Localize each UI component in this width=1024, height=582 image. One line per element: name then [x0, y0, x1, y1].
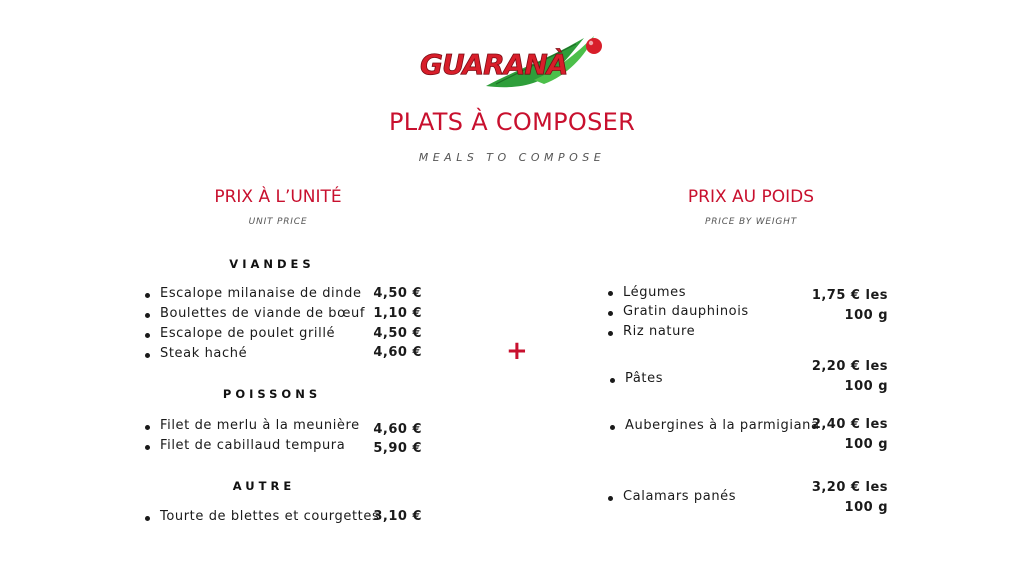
- weight-price-line1: 1,75 € les: [811, 288, 888, 303]
- weight-item-name: Légumes: [623, 285, 687, 300]
- bullet: [145, 445, 150, 450]
- weight-price-line2: 100 g: [844, 437, 888, 452]
- menu-item-price: 4,60 €: [373, 422, 422, 437]
- menu-item-name: Filet de merlu à la meunière: [160, 418, 360, 433]
- bullet: [608, 291, 613, 296]
- weight-item-name: Riz nature: [623, 324, 696, 339]
- logo-graphic: [416, 30, 608, 92]
- plus-separator: +: [506, 336, 528, 366]
- section-title-autre: AUTRE: [232, 479, 296, 493]
- menu-item-name: Escalope milanaise de dinde: [160, 286, 362, 301]
- bullet: [145, 353, 150, 358]
- section-title-poissons: POISSONS: [222, 387, 322, 401]
- weight-price-line2: 100 g: [844, 379, 888, 394]
- bullet: [145, 293, 150, 298]
- unit-price-subtitle: UNIT PRICE: [248, 217, 308, 227]
- weight-price-line2: 100 g: [844, 308, 888, 323]
- page-subtitle: MEALS TO COMPOSE: [418, 151, 606, 164]
- menu-item-price: 4,50 €: [373, 286, 422, 301]
- weight-price-line1: 2,40 € les: [811, 417, 888, 432]
- page-title: PLATS À COMPOSER: [388, 108, 636, 136]
- weight-price-line1: 2,20 € les: [811, 359, 888, 374]
- menu-item-price: 1,10 €: [373, 306, 422, 321]
- menu-item-name: Boulettes de viande de bœuf: [160, 306, 366, 321]
- weight-price-subtitle: PRICE BY WEIGHT: [704, 217, 798, 227]
- bullet: [145, 333, 150, 338]
- bullet: [145, 425, 150, 430]
- menu-item-price: 3,10 €: [373, 509, 422, 524]
- section-title-viandes: VIANDES: [229, 257, 315, 271]
- menu-item-price: 4,60 €: [373, 345, 422, 360]
- weight-price-line1: 3,20 € les: [811, 480, 888, 495]
- weight-price-title: PRIX AU POIDS: [687, 187, 815, 207]
- bullet: [610, 378, 615, 383]
- menu-item-name: Escalope de poulet grillé: [160, 326, 336, 341]
- weight-item-name: Pâtes: [625, 371, 664, 386]
- bullet: [145, 516, 150, 521]
- bullet: [608, 311, 613, 316]
- bullet: [608, 331, 613, 336]
- menu-item-price: 4,50 €: [373, 326, 422, 341]
- weight-price-line2: 100 g: [844, 500, 888, 515]
- weight-item-name: Calamars panés: [623, 489, 737, 504]
- unit-price-title: PRIX À L’UNITÉ: [214, 187, 342, 207]
- menu-item-name: Steak haché: [160, 346, 248, 361]
- weight-item-name: Aubergines à la parmigiana: [625, 418, 820, 433]
- menu-item-name: Filet de cabillaud tempura: [160, 438, 346, 453]
- menu-item-name: Tourte de blettes et courgettes: [160, 509, 380, 524]
- logo-text: GUARANÀ: [420, 48, 568, 81]
- bullet: [610, 425, 615, 430]
- bullet: [608, 496, 613, 501]
- menu-item-price: 5,90 €: [373, 441, 422, 456]
- bullet: [145, 313, 150, 318]
- weight-item-name: Gratin dauphinois: [623, 304, 749, 319]
- guarana-logo: [416, 30, 608, 92]
